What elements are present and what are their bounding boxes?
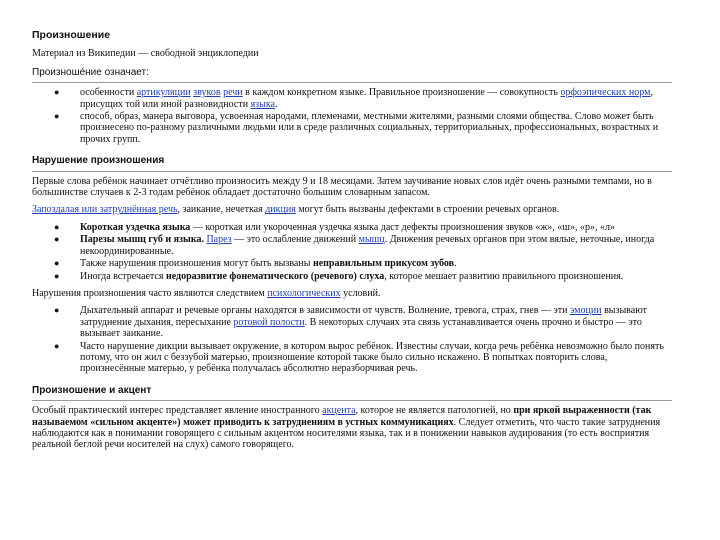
psychological-causes-list <box>32 305 672 374</box>
item-text: Также нарушения произношения могут быть вызваны <box>80 258 313 270</box>
list-item <box>32 305 672 339</box>
item-text: Дыхательный аппарат и речевые органы находятся в зависимости от чувств. Волнение, тревога, страх, гнев — эти <box>80 305 570 317</box>
divider <box>32 82 672 83</box>
bullet-icon: ● <box>54 258 60 269</box>
link-articulation[interactable]: артикуляции <box>136 87 191 99</box>
link-oral-cavity[interactable]: ротовой полости <box>233 316 305 328</box>
item-text: особенности <box>80 87 137 99</box>
para-text: условий. <box>340 287 381 299</box>
list-item <box>32 271 672 282</box>
para-text: Особый практический интерес представляет явление иностранного <box>32 405 323 417</box>
bullet-icon: ● <box>54 340 60 351</box>
para-bold: при яркой выраженности (так называемом «сильном акценте») может приводить к затруднениям в устных коммуникациях <box>32 405 652 428</box>
paragraph: Первые слова ребёнок начинает отчётливо произносить между 9 и 18 месяцами. Затем заучивание новых слов идёт очень разными темпами, но в большинстве случаев к 2-3 годам ребёнок обладает достаточно большим словарным запасом. <box>32 175 652 199</box>
section-heading-disorders: Нарушение произношения <box>32 155 165 167</box>
item-text: . В некоторых случаях эта связь устанавливается очень прочно и быстро — это вызывает заикание. <box>80 316 642 340</box>
para-text: могут быть вызваны дефектами в строении речевых органов. <box>295 204 560 216</box>
item-text: в каждом конкретном языке. Правильное произношение — совокупность <box>242 87 561 99</box>
link-language[interactable]: языка <box>250 98 275 110</box>
bullet-icon: ● <box>54 234 60 245</box>
item-text: Иногда встречается <box>80 270 166 282</box>
divider <box>32 171 672 172</box>
section-heading-accent: Произношение и акцент <box>32 384 152 396</box>
item-bold: Парезы мышц губ и языка. <box>80 234 204 246</box>
link-diction[interactable]: дикция <box>265 204 296 216</box>
article <box>32 0 672 451</box>
list-item <box>32 341 672 375</box>
item-bold: недоразвитие фонематического (речевого) слуха <box>165 270 385 282</box>
list-item <box>32 258 672 269</box>
source-dash: — <box>138 48 149 60</box>
link-emotions[interactable]: эмоции <box>569 305 602 317</box>
item-bold: неправильным прикусом зубов <box>312 258 455 270</box>
item-text: вызывают затруднение дыхания, пересыхание <box>80 305 647 328</box>
item-text: Часто нарушение дикции вызывает окружение, в котором вырос ребёнок. Известны случаи, когда речь ребёнка невозможно было понять потому, что он жил с беззубой матерью, произношение которой также было сильно искажено. В попытках повторить слова, произнесённые матерью, у ребёнка получалась абсолютно неразборчивая речь. <box>80 340 664 375</box>
para-text: , которое не является патологией, но <box>355 405 514 417</box>
para-text: , заикание, нечеткая <box>177 204 266 216</box>
disorder-causes-list <box>32 222 672 282</box>
item-text: . Движения речевых органов при этом вялые, неточные, иногда некоординированные. <box>80 234 655 257</box>
definition-list <box>32 87 672 145</box>
definition-intro: Произноше́ние означает: <box>32 66 149 78</box>
list-item <box>32 234 672 257</box>
source-line <box>32 48 672 59</box>
item-text: . <box>454 258 457 270</box>
list-item <box>32 87 672 110</box>
bullet-icon: ● <box>54 111 60 122</box>
bullet-icon: ● <box>54 305 60 316</box>
paragraph <box>32 204 672 215</box>
paragraph <box>32 288 672 299</box>
item-text: — короткая или укороченная уздечка языка даст дефекты произношения звуков «ж», «ш», «р», «л» <box>190 221 615 233</box>
list-item <box>32 111 672 145</box>
link-sounds[interactable]: звуков <box>193 87 221 99</box>
paragraph <box>32 405 672 451</box>
page-title: Произношение <box>32 29 111 41</box>
bullet-icon: ● <box>54 270 60 281</box>
item-text: , которое мешает развитию правильного произношения. <box>384 270 624 282</box>
link-speech[interactable]: речи <box>223 87 243 99</box>
list-item <box>32 222 672 233</box>
bullet-icon: ● <box>54 221 60 232</box>
link-accent[interactable]: акцента <box>322 405 356 417</box>
bullet-icon: ● <box>54 87 60 98</box>
item-text: , присущих той или иной разновидности <box>80 87 653 110</box>
para-text: Нарушения произношения часто являются следствием <box>32 287 268 299</box>
link-psychological[interactable]: психологических <box>267 287 341 299</box>
link-orthoepic-norms[interactable]: орфоэпических норм <box>560 87 651 99</box>
link-delayed-speech[interactable]: Запоздалая или затруднённая речь <box>32 204 178 216</box>
para-text: . Следует отметить, что часто такие затруднения наблюдаются как в понимании говорящего с сильным акцентом носителями языка, так и в понижении навыков аудирования (то есть восприятия реальной беглой речи носителей на слух) самого говорящего. <box>32 416 661 451</box>
divider <box>32 400 672 401</box>
link-paresis[interactable]: Парез <box>206 234 232 246</box>
source-encyclopedia: свободной энциклопедии <box>150 48 259 60</box>
link-muscles[interactable]: мышц <box>358 234 385 246</box>
item-text: — это ослабление движений <box>231 234 359 246</box>
item-text: . <box>274 98 278 110</box>
source-from: Материал из Википедии <box>32 48 136 60</box>
item-text: способ, образ, манера выговора, усвоенная народами, племенами, местными жителями, разными слоями общества. Слово может быть произнесено по-разному различными людьми или в среде различных социальных, территориальных, профессиональных, возрастных и прочих групп. <box>80 111 659 145</box>
item-bold: Короткая уздечка языка <box>80 221 191 233</box>
